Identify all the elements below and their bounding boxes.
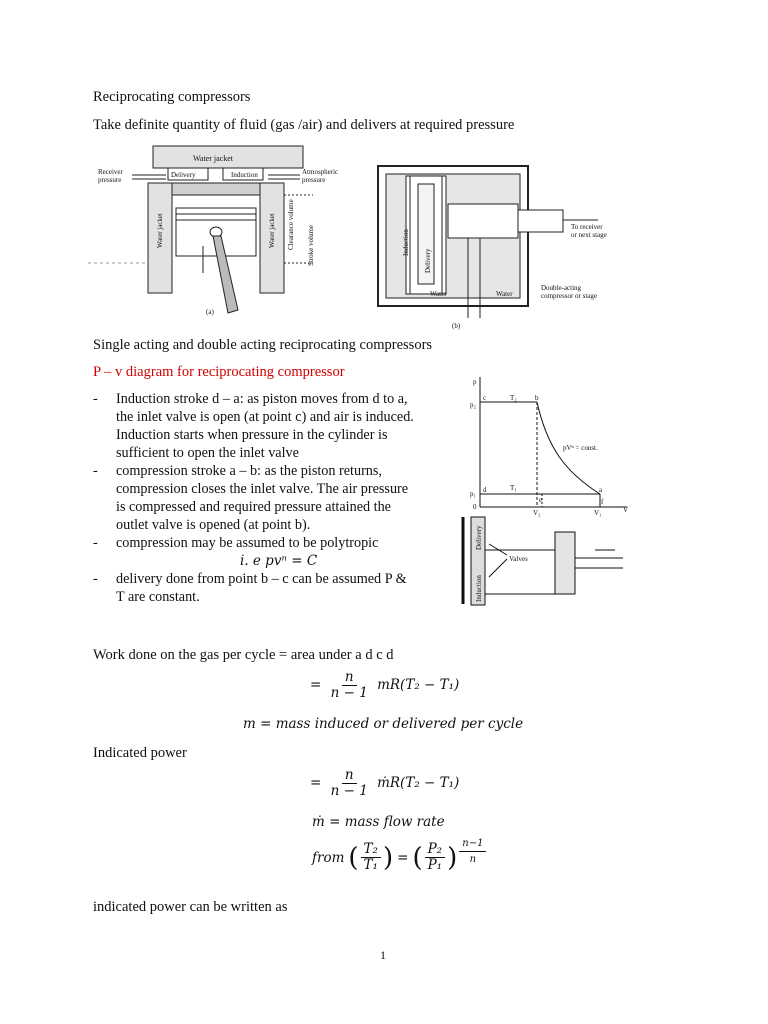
svg-text:T₁: T₁	[510, 484, 517, 492]
svg-text:e: e	[539, 496, 543, 504]
svg-text:p₂: p₂	[470, 401, 476, 409]
bullet-list	[93, 390, 443, 606]
svg-text:Water: Water	[496, 290, 513, 298]
svg-text:V: V	[623, 506, 629, 514]
polytropic-equation: i. e pvⁿ = C	[240, 553, 318, 569]
bullet-3: - compression may be assumed to be polytropic	[93, 535, 379, 551]
svg-text:c: c	[483, 394, 487, 402]
temperature-pressure-relation: from ( $\frac{\text{T₂}}{\text{T₁}}$ ) = ( $\frac{\text{P₂}}{\text{P₁}}$ ) $\frac{n-1}{n}$	[312, 842, 488, 873]
svg-text:Stroke volume: Stroke volume	[307, 224, 315, 266]
svg-text:0: 0	[473, 503, 477, 511]
double-acting-diagram	[378, 166, 607, 330]
svg-text:pressure: pressure	[302, 176, 326, 184]
page-number: 1	[380, 948, 386, 962]
indicated-power-label: Indicated power	[93, 745, 187, 761]
svg-text:d: d	[483, 486, 487, 494]
bullet-4: - delivery done from point b – c can be assumed P & T are constant.	[93, 571, 407, 605]
mass-flow-definition: ṁ = mass flow rate	[312, 814, 445, 830]
svg-text:Clearance volume: Clearance volume	[287, 199, 295, 250]
single-acting-diagram	[88, 146, 338, 316]
compressor-figure	[88, 138, 618, 334]
water-jacket-top-label: Water jacket	[193, 154, 233, 163]
svg-text:Induction: Induction	[402, 229, 410, 256]
pv-diagram-title: P – v diagram for reciprocating compressor	[93, 364, 345, 380]
svg-text:f: f	[601, 498, 604, 506]
svg-text:(a): (a)	[206, 308, 214, 316]
power-equation: = $\frac{n}{n - 1}$ ṁR(T₂ − T₁)	[310, 767, 460, 799]
svg-text:a: a	[599, 486, 603, 494]
svg-text:Receiver: Receiver	[98, 168, 123, 176]
svg-text:p: p	[473, 378, 477, 386]
svg-text:Induction: Induction	[475, 575, 483, 602]
svg-text:V₂: V₂	[533, 509, 541, 517]
svg-text:Atmospheric: Atmospheric	[302, 168, 339, 176]
svg-text:(b): (b)	[452, 322, 461, 330]
svg-text:b: b	[535, 394, 539, 402]
svg-text:pVⁿ = const.: pVⁿ = const.	[563, 444, 598, 452]
figure-caption: Single acting and double acting reciprocating compressors	[93, 337, 433, 353]
closing-text: indicated power can be written as	[93, 899, 288, 915]
svg-text:Delivery: Delivery	[424, 248, 432, 273]
svg-text:Water: Water	[430, 290, 447, 298]
svg-text:V₁: V₁	[594, 509, 602, 517]
svg-text:Double-acting: Double-acting	[541, 284, 582, 292]
svg-text:Delivery: Delivery	[475, 525, 483, 550]
heading: Reciprocating compressors	[93, 89, 251, 105]
work-equation: = $\frac{n}{n - 1}$ mR(T₂ − T₁)	[310, 669, 460, 701]
svg-text:or next stage: or next stage	[571, 231, 607, 239]
mass-definition: m = mass induced or delivered per cycle	[243, 716, 524, 732]
svg-text:To receiver: To receiver	[571, 223, 603, 231]
svg-text:pressure: pressure	[98, 176, 122, 184]
svg-text:Water jacket: Water jacket	[268, 213, 276, 248]
bullet-1: - Induction stroke d – a: as piston moves from d to a, the inlet valve is open (at point c) and air is induced. Induction starts when pressure in the cylinder is sufficient to open the inlet valve	[93, 391, 414, 461]
work-done-line: Work done on the gas per cycle = area under a d c d	[93, 647, 394, 663]
pv-diagram	[455, 372, 635, 617]
svg-text:compressor or stage: compressor or stage	[541, 292, 597, 300]
svg-text:T₂: T₂	[510, 394, 517, 402]
svg-text:Water jacket: Water jacket	[156, 213, 164, 248]
svg-text:Induction: Induction	[231, 171, 258, 179]
svg-text:Delivery: Delivery	[171, 171, 196, 179]
intro-text: Take definite quantity of fluid (gas /air) and delivers at required pressure	[93, 117, 515, 133]
bullet-2: - compression stroke a – b: as the piston returns, compression closes the inlet valve. The air pressure is compressed and required pressure attained the outlet valve is opened (at point b).	[93, 463, 409, 533]
svg-text:Valves: Valves	[509, 555, 528, 563]
svg-text:p₁: p₁	[470, 490, 476, 498]
